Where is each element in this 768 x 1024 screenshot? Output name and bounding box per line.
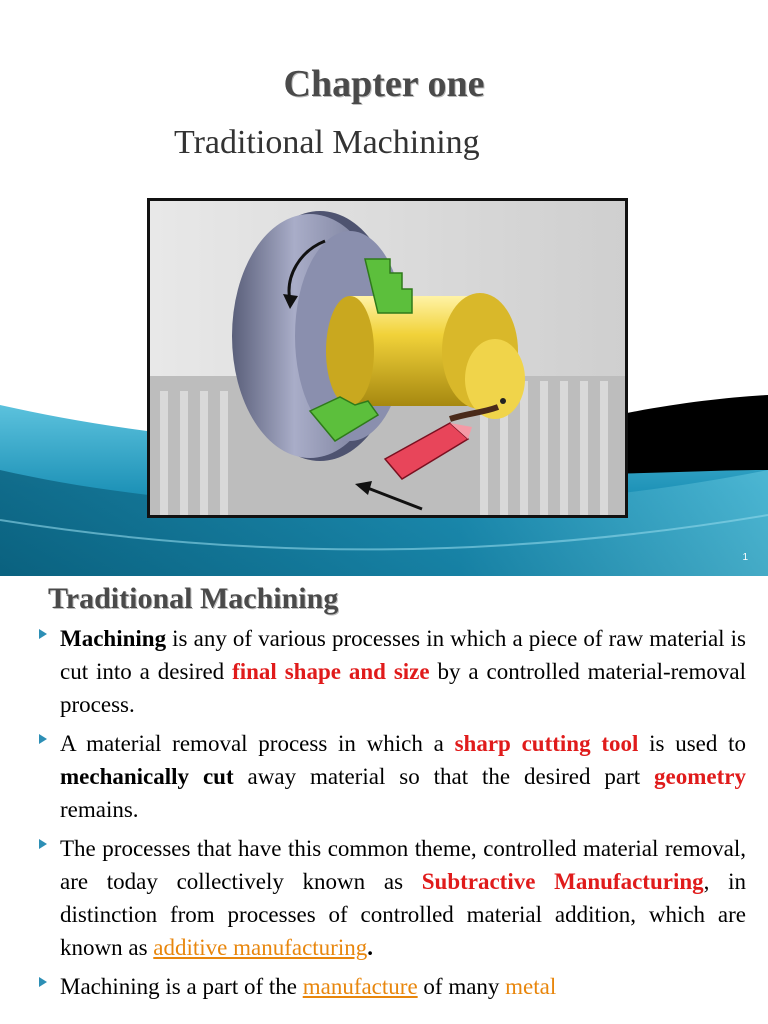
bullet-text [60,970,746,1003]
bullet-text [60,727,746,826]
bullet-item [36,622,746,721]
text-run: A material removal process in which a [60,731,455,756]
text-run: metal [505,974,557,999]
text-run: Subtractive Manufacturing [421,869,704,894]
lathe-turning-figure [147,198,628,518]
bullet-arrow-icon [39,977,47,987]
bullet-item [36,970,746,1003]
text-run: The processes that have this common theme, controlled material removal, are today collectively known as [60,836,746,894]
text-run: mechanically cut [60,764,234,789]
text-run: is any of various processes in which a piece of raw material is cut into a desired [60,626,746,684]
bullet-arrow-icon [39,629,47,639]
text-run: , in distinction from processes of controlled material addition, which are known as [60,869,746,960]
slide-number: 1 [742,552,748,563]
text-run: away material so that the desired part [233,764,655,789]
manufacture-link[interactable]: manufacture [302,974,418,999]
bullet-arrow-icon [39,839,47,849]
lathe-turning-icon [150,201,625,515]
text-run: geometry [654,764,746,789]
bullet-item [36,727,746,826]
bullet-list [36,622,746,1009]
text-run: of many [417,974,506,999]
bullet-item [36,832,746,964]
text-run: Machining [60,626,167,651]
text-run: remains. [60,797,139,822]
slide-2 [0,576,768,1024]
text-run: sharp cutting tool [454,731,639,756]
text-run: is used to [638,731,747,756]
bullet-text [60,622,746,721]
bullet-text [60,832,746,964]
slide-subtitle: Traditional Machining [174,124,480,161]
bullet-arrow-icon [39,734,47,744]
additive-manufacturing-link[interactable]: additive manufacturing [153,935,368,960]
text-run: final shape and size [232,659,430,684]
slide-heading: Traditional Machining [48,582,339,615]
slide-title: Chapter one [283,63,485,105]
text-run: . [367,935,373,960]
text-run: by a controlled material-removal process. [60,659,746,717]
text-run: Machining is a part of the [60,974,303,999]
